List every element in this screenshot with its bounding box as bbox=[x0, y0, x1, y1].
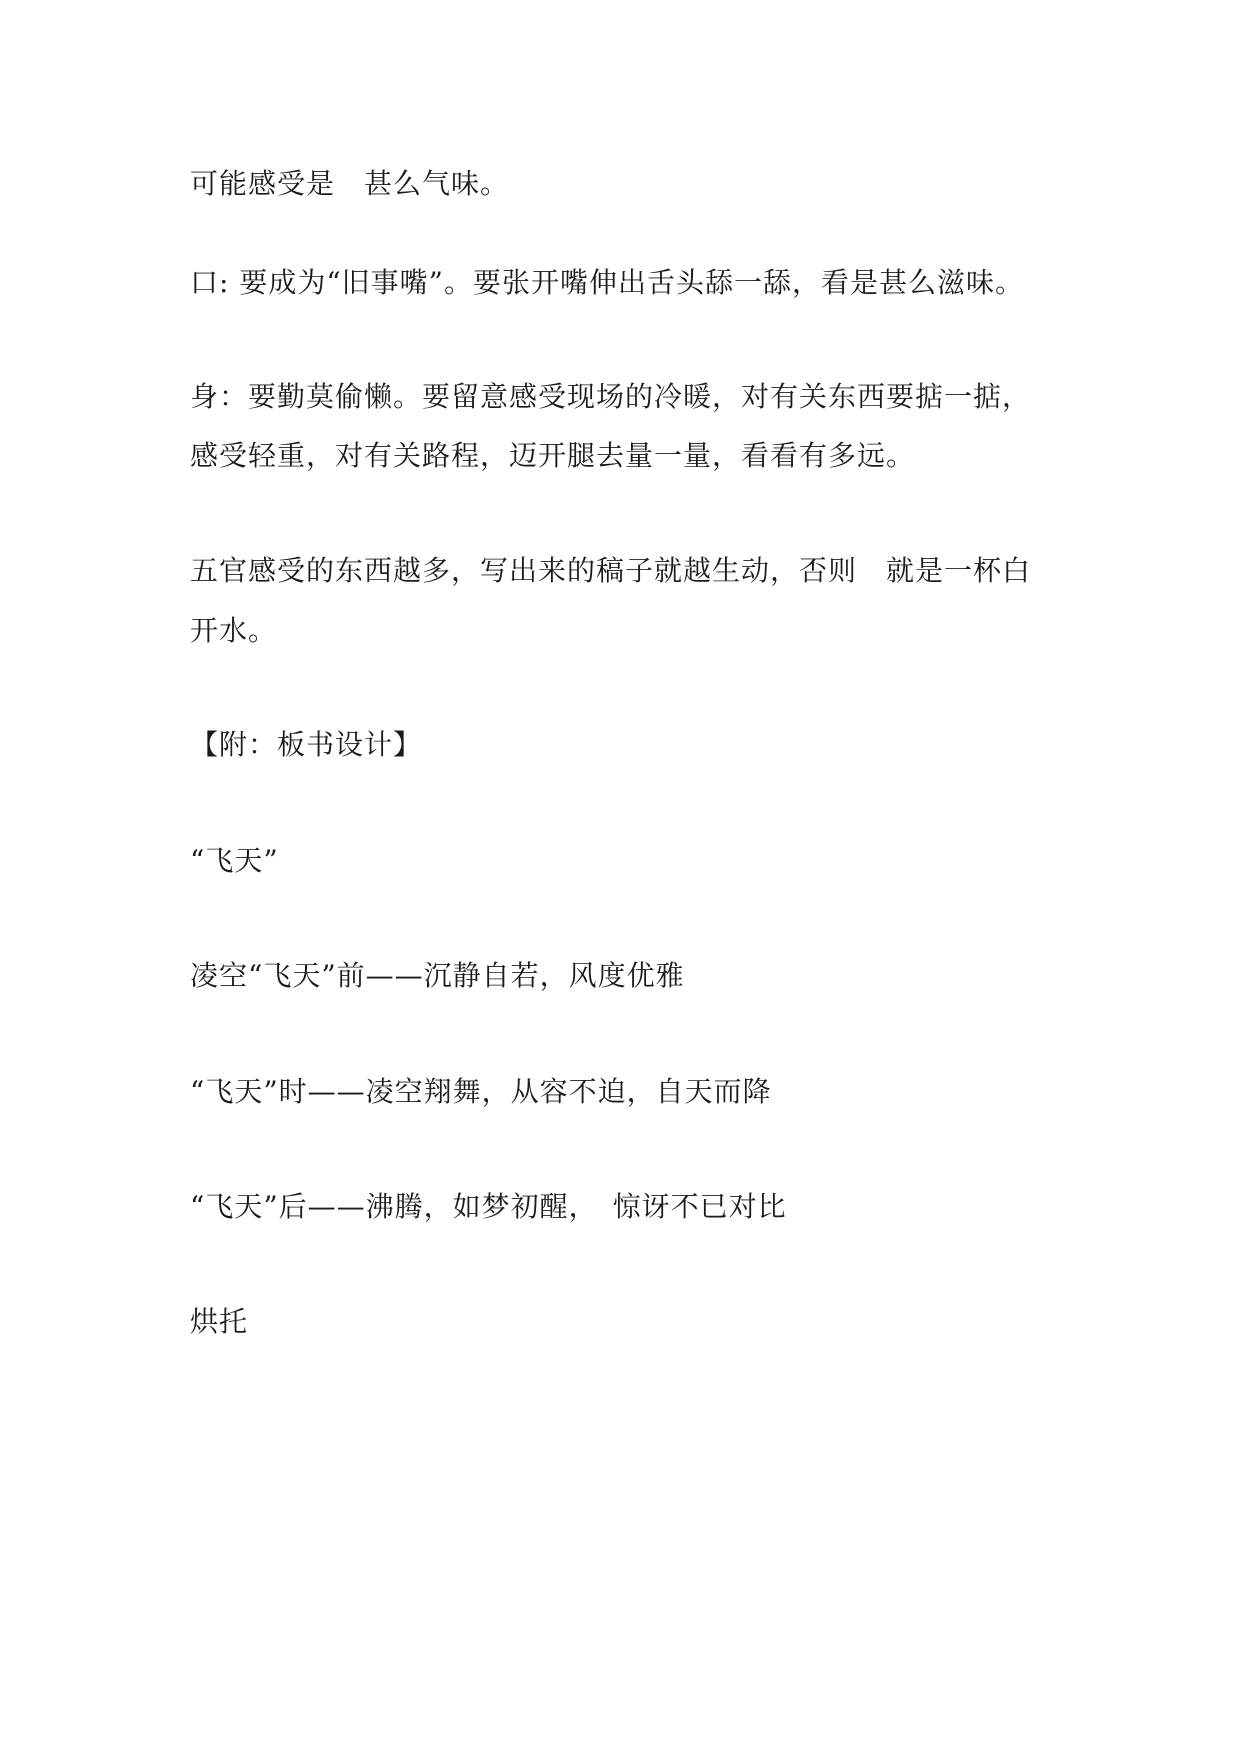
paragraph-senses-line-1: 五官感受的东西越多，写出来的稿子就越生动，否则 就是一杯白 bbox=[190, 554, 1032, 587]
board-item-contrast: 烘托 bbox=[190, 1305, 249, 1338]
paragraph-smell-line-1: 可能感受是 甚么气味。 bbox=[190, 167, 510, 200]
paragraph-senses-line-2: 开水。 bbox=[190, 614, 278, 647]
board-title: “飞天” bbox=[190, 844, 279, 877]
board-item-before: 凌空“飞天”前——沉静自若，风度优雅 bbox=[190, 959, 685, 992]
board-item-after: “飞天”后——沸腾，如梦初醒， 惊讶不已对比 bbox=[190, 1190, 787, 1223]
board-design-heading: 【附：板书设计】 bbox=[190, 728, 423, 761]
paragraph-body-line-1: 身：要勤莫偷懒。要留意感受现场的冷暖，对有关东西要掂一掂， bbox=[190, 380, 1032, 413]
paragraph-body-line-2: 感受轻重，对有关路程，迈开腿去量一量，看看有多远。 bbox=[190, 439, 916, 472]
paragraph-mouth-line-1: 口: 要成为“旧事嘴”。要张开嘴伸出舌头舔一舔，看是甚么滋味。 bbox=[190, 266, 1024, 299]
board-item-during: “飞天”时——凌空翔舞，从容不迫，自天而降 bbox=[190, 1075, 772, 1108]
